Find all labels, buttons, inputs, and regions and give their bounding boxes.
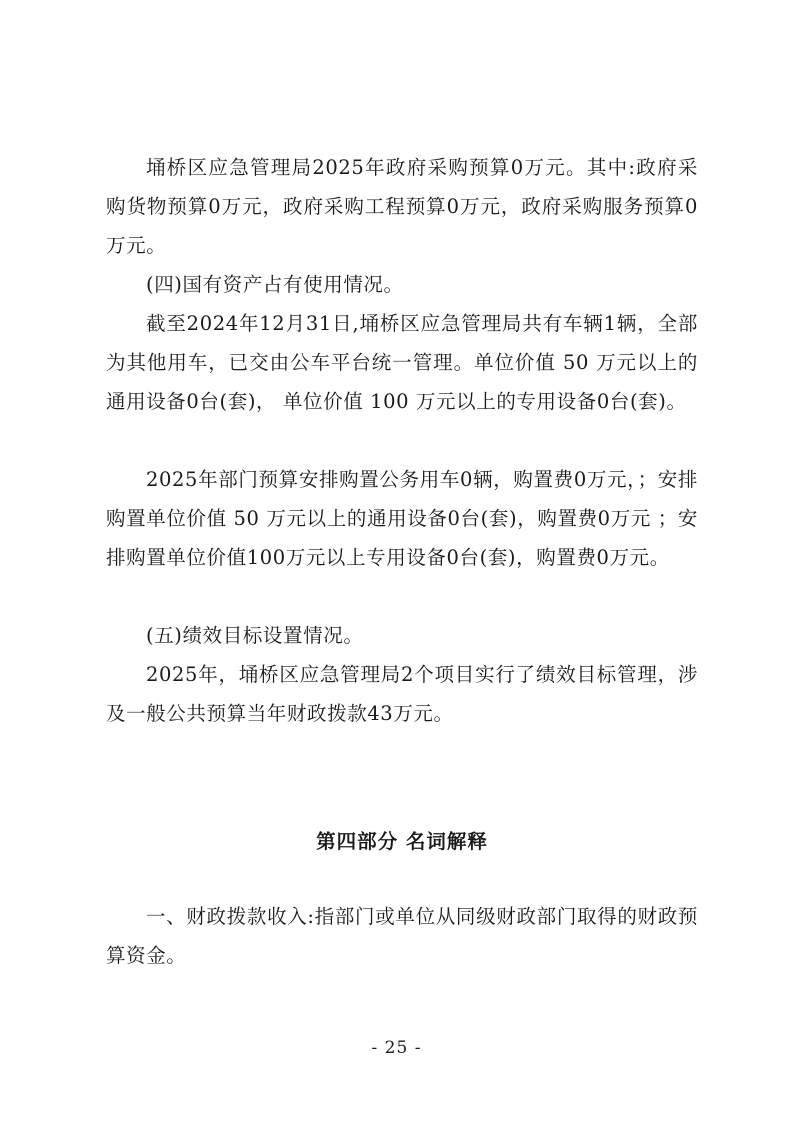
performance-goals-paragraph: 2025年，埇桥区应急管理局2个项目实行了绩效目标管理，涉及一般公共预算当年财政拨款43万元。 xyxy=(106,663,698,725)
page-number: - 25 - xyxy=(371,1038,422,1058)
procurement-budget-paragraph: 埇桥区应急管理局2025年政府采购预算0万元。其中:政府采购货物预算0万元，政府采购工程预算0万元，政府采购服务预算0万元。 xyxy=(106,156,698,257)
performance-goals-subheading: (五)绩效目标设置情况。 xyxy=(146,624,364,647)
section-heading: 第四部分 名词解释 xyxy=(316,830,488,853)
purchase-plan-paragraph: 2025年部门预算安排购置公务用车0辆，购置费0万元，；安排购置单位价值 50 万元以上的通用设备0台(套)，购置费0万元 ；安排购置单位价值100万元以上专用设备0台(套)，购置费0万元。 xyxy=(106,468,698,569)
state-assets-subheading: (四)国有资产占有使用情况。 xyxy=(146,273,404,296)
vehicles-equipment-paragraph: 截至2024年12月31日,埇桥区应急管理局共有车辆1辆，全部为其他用车，已交由公车平台统一管理。单位价值 50 万元以上的通用设备0台(套)， 单位价值 100 万元以上的专用设备0台(套)。 xyxy=(106,312,698,413)
definition-fiscal-appropriation: 一、财政拨款收入:指部门或单位从同级财政部门取得的财政预算资金。 xyxy=(106,905,698,967)
